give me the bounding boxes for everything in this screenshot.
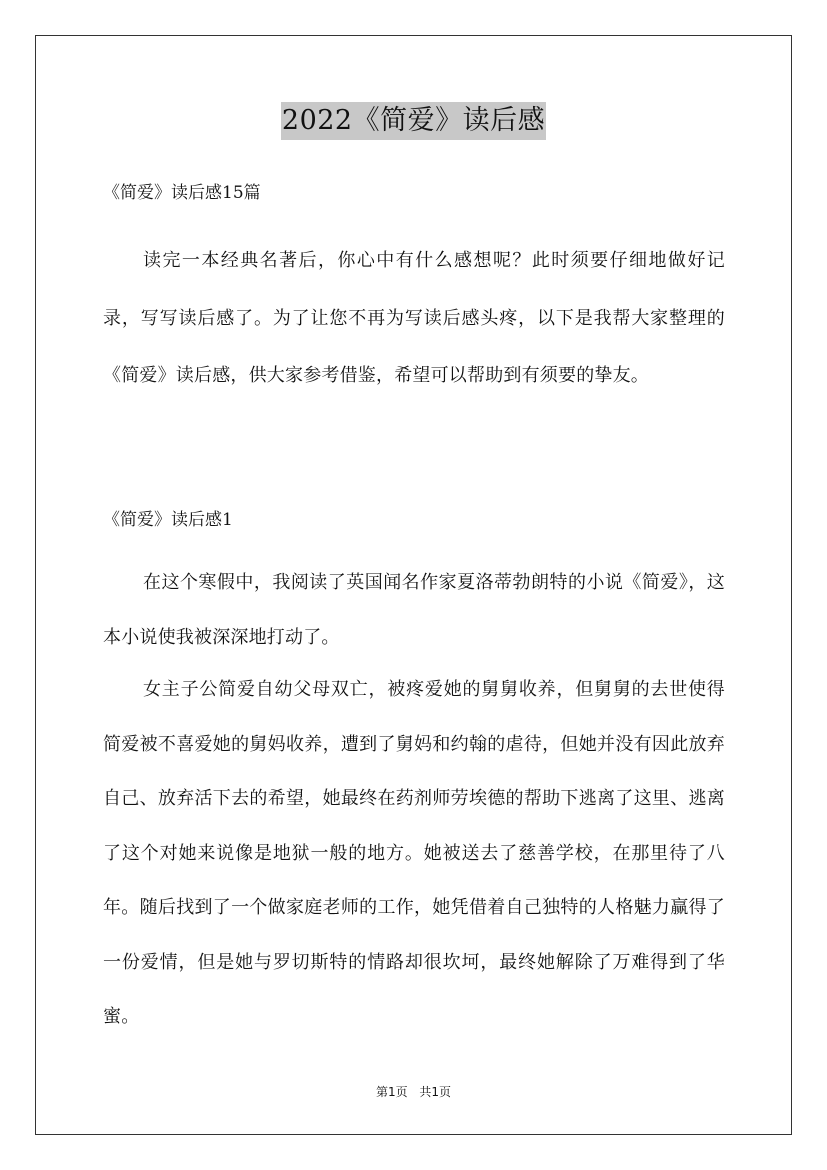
intro-paragraph: 读完一本经典名著后，你心中有什么感想呢？此时须要仔细地做好记录，写写读后感了。为了让您不再为写读后感头疼，以下是我帮大家整理的《简爱》读后感，供大家参考借鉴，希望可以帮助到有须要的挚友。: [103, 250, 725, 386]
page-number: 第1页: [375, 1085, 408, 1099]
section-heading: 《简爱》读后感1: [103, 510, 233, 530]
document-subtitle: 《简爱》读后感15篇: [103, 183, 261, 203]
body-paragraph: 女主子公简爱自幼父母双亡，被疼爱她的舅舅收养，但舅舅的去世使得简爱被不喜爱她的舅妈收养，遭到了舅妈和约翰的虐待，但她并没有因此放弃自己、放弃活下去的希望，她最终在药剂师劳埃德的帮助下逃离了这里、逃离了这个对她来说像是地狱一般的地方。她被送去了慈善学校，在那里待了八年。随后找到了一个做家庭老师的工作，她凭借着自己独特的人格魅力赢得了一份爱情，但是她与罗切斯特的情路却很坎坷，最终她解除了万难得到了华蜜。: [103, 679, 725, 1027]
title-container: [0, 102, 827, 140]
page-footer: [0, 1083, 827, 1101]
body-paragraph: 在这个寒假中，我阅读了英国闻名作家夏洛蒂勃朗特的小说《简爱》，这本小说使我被深深地打动了。: [103, 572, 725, 648]
page-count: 共1页: [419, 1085, 452, 1099]
document-title: 2022《简爱》读后感: [281, 102, 546, 140]
